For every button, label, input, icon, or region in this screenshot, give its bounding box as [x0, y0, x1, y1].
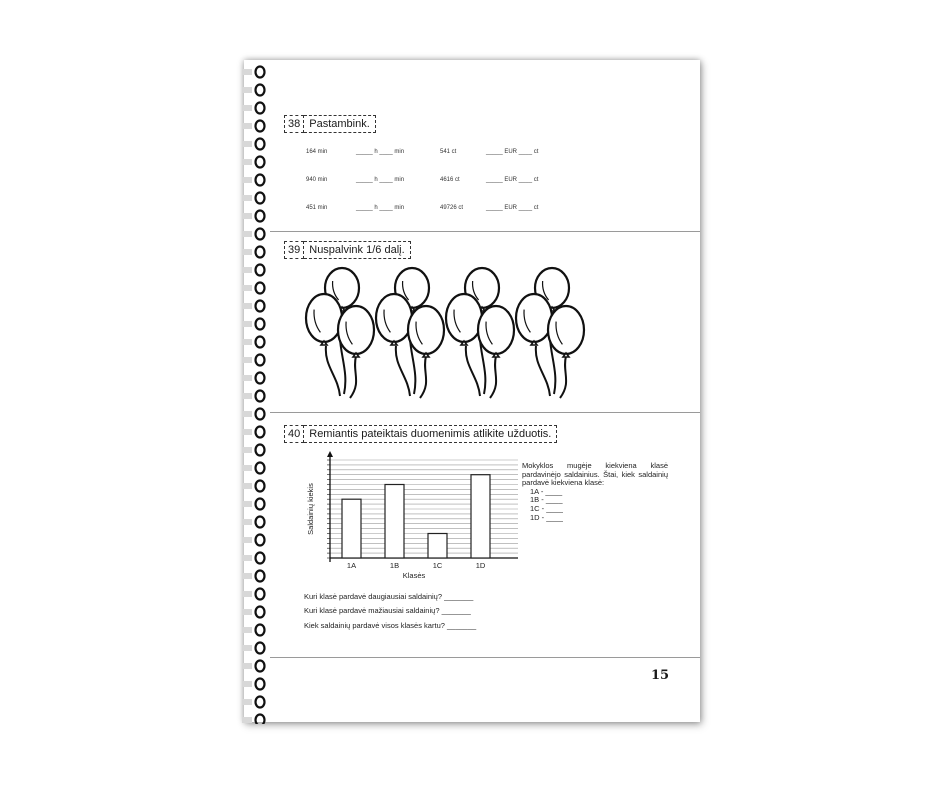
spiral-ring [242, 571, 265, 582]
row-blank[interactable]: _____ h ____ min [356, 177, 405, 183]
spiral-ring [242, 625, 265, 636]
spiral-ring [242, 481, 265, 492]
spiral-ring [242, 661, 265, 672]
x-axis-label: Klasės [402, 571, 426, 580]
spiral-ring [242, 175, 265, 186]
x-tick-label: 1C [432, 561, 443, 570]
answer-1a[interactable]: 1A - ____ [530, 486, 563, 496]
balloon-group [376, 268, 444, 398]
answer-1c[interactable]: 1C - ____ [530, 503, 563, 513]
spiral-ring [242, 715, 265, 725]
spiral-ring [242, 283, 265, 294]
row-blank[interactable]: _____ h ____ min [356, 149, 405, 155]
spiral-ring [242, 157, 265, 168]
question-total[interactable]: Kiek saldainių pardavė visos klasės kartu? _______ [304, 621, 477, 630]
spiral-binding [240, 64, 270, 724]
spiral-ring [242, 121, 265, 132]
balloon-group [306, 268, 374, 398]
answer-1d[interactable]: 1D - ____ [530, 512, 563, 522]
row-value: 541 ct [440, 149, 457, 155]
row-value: 451 min [306, 205, 328, 211]
exercise-number: 38 [284, 115, 304, 133]
row-value: 940 min [306, 177, 328, 183]
x-tick-label: 1B [389, 561, 400, 570]
x-tick-label: 1A [346, 561, 357, 570]
spiral-ring [242, 391, 265, 402]
spiral-ring [242, 193, 265, 204]
spiral-ring [242, 301, 265, 312]
bar-1D [471, 475, 490, 558]
spiral-ring [242, 499, 265, 510]
balloon[interactable] [478, 306, 514, 357]
balloons-illustration[interactable] [298, 266, 588, 400]
exercise-38-header [284, 115, 376, 133]
y-axis-label: Saldainių kiekis [306, 483, 315, 535]
balloon-group [446, 268, 514, 398]
balloon[interactable] [516, 294, 552, 345]
spiral-ring [242, 319, 265, 330]
spiral-ring [242, 247, 265, 258]
row-blank[interactable]: _____ EUR ____ ct [486, 177, 539, 183]
question-most[interactable]: Kuri klasė pardavė daugiausiai saldainių? _______ [304, 592, 474, 601]
spiral-ring [242, 517, 265, 528]
spiral-ring [242, 85, 265, 96]
section-divider [270, 412, 700, 413]
exercise-number: 40 [284, 425, 304, 443]
balloon[interactable] [548, 306, 584, 357]
answer-1b[interactable]: 1B - ____ [530, 495, 563, 505]
spiral-ring [242, 463, 265, 474]
spiral-ring [242, 265, 265, 276]
spiral-ring [242, 229, 265, 240]
section-divider [270, 231, 700, 232]
exercise-title: Nuspalvink 1/6 dalį. [304, 241, 410, 259]
spiral-ring [242, 103, 265, 114]
row-blank[interactable]: _____ EUR ____ ct [486, 149, 539, 155]
balloon-group [516, 268, 584, 398]
balloon[interactable] [338, 306, 374, 357]
bar-1B [385, 485, 404, 559]
balloon[interactable] [446, 294, 482, 345]
spiral-ring [242, 211, 265, 222]
spiral-ring [242, 643, 265, 654]
description-text: Mokyklos mugėje kiekviena klasė pardavinėjo saldainius. Štai, kiek saldainių pardavė kiekviena klasė: [522, 461, 668, 488]
row-blank[interactable]: _____ EUR ____ ct [486, 205, 539, 211]
section-divider [270, 657, 700, 658]
balloon[interactable] [306, 294, 342, 345]
exercise-title: Remiantis pateiktais duomenimis atlikite užduotis. [304, 425, 557, 443]
row-value: 4616 ct [440, 177, 460, 183]
spiral-ring [242, 697, 265, 708]
spiral-ring [242, 355, 265, 366]
exercise-title: Pastambink. [304, 115, 376, 133]
question-least[interactable]: Kuri klasė pardavė mažiausiai saldainių? _______ [304, 606, 471, 615]
row-value: 49726 ct [440, 205, 464, 211]
row-value: 164 min [306, 149, 328, 155]
bar-1A [342, 499, 361, 558]
spiral-ring [242, 553, 265, 564]
spiral-ring [242, 445, 265, 456]
spiral-ring [242, 67, 265, 78]
spiral-ring [242, 607, 265, 618]
spiral-ring [242, 535, 265, 546]
spiral-ring [242, 427, 265, 438]
spiral-ring [242, 373, 265, 384]
exercise-40-header [284, 425, 557, 443]
exercise-40-description [522, 462, 668, 522]
spiral-ring [242, 409, 265, 420]
spiral-ring [242, 679, 265, 690]
spiral-ring [242, 139, 265, 150]
balloon[interactable] [376, 294, 412, 345]
bar-chart [300, 450, 522, 586]
spiral-ring [242, 589, 265, 600]
x-tick-label: 1D [475, 561, 486, 570]
exercise-39-header [284, 241, 411, 259]
page-number: 15 [651, 668, 670, 683]
balloon[interactable] [408, 306, 444, 357]
exercise-number: 39 [284, 241, 304, 259]
spiral-ring [242, 337, 265, 348]
row-blank[interactable]: _____ h ____ min [356, 205, 405, 211]
y-axis-arrow [327, 451, 333, 457]
bar-1C [428, 534, 447, 559]
